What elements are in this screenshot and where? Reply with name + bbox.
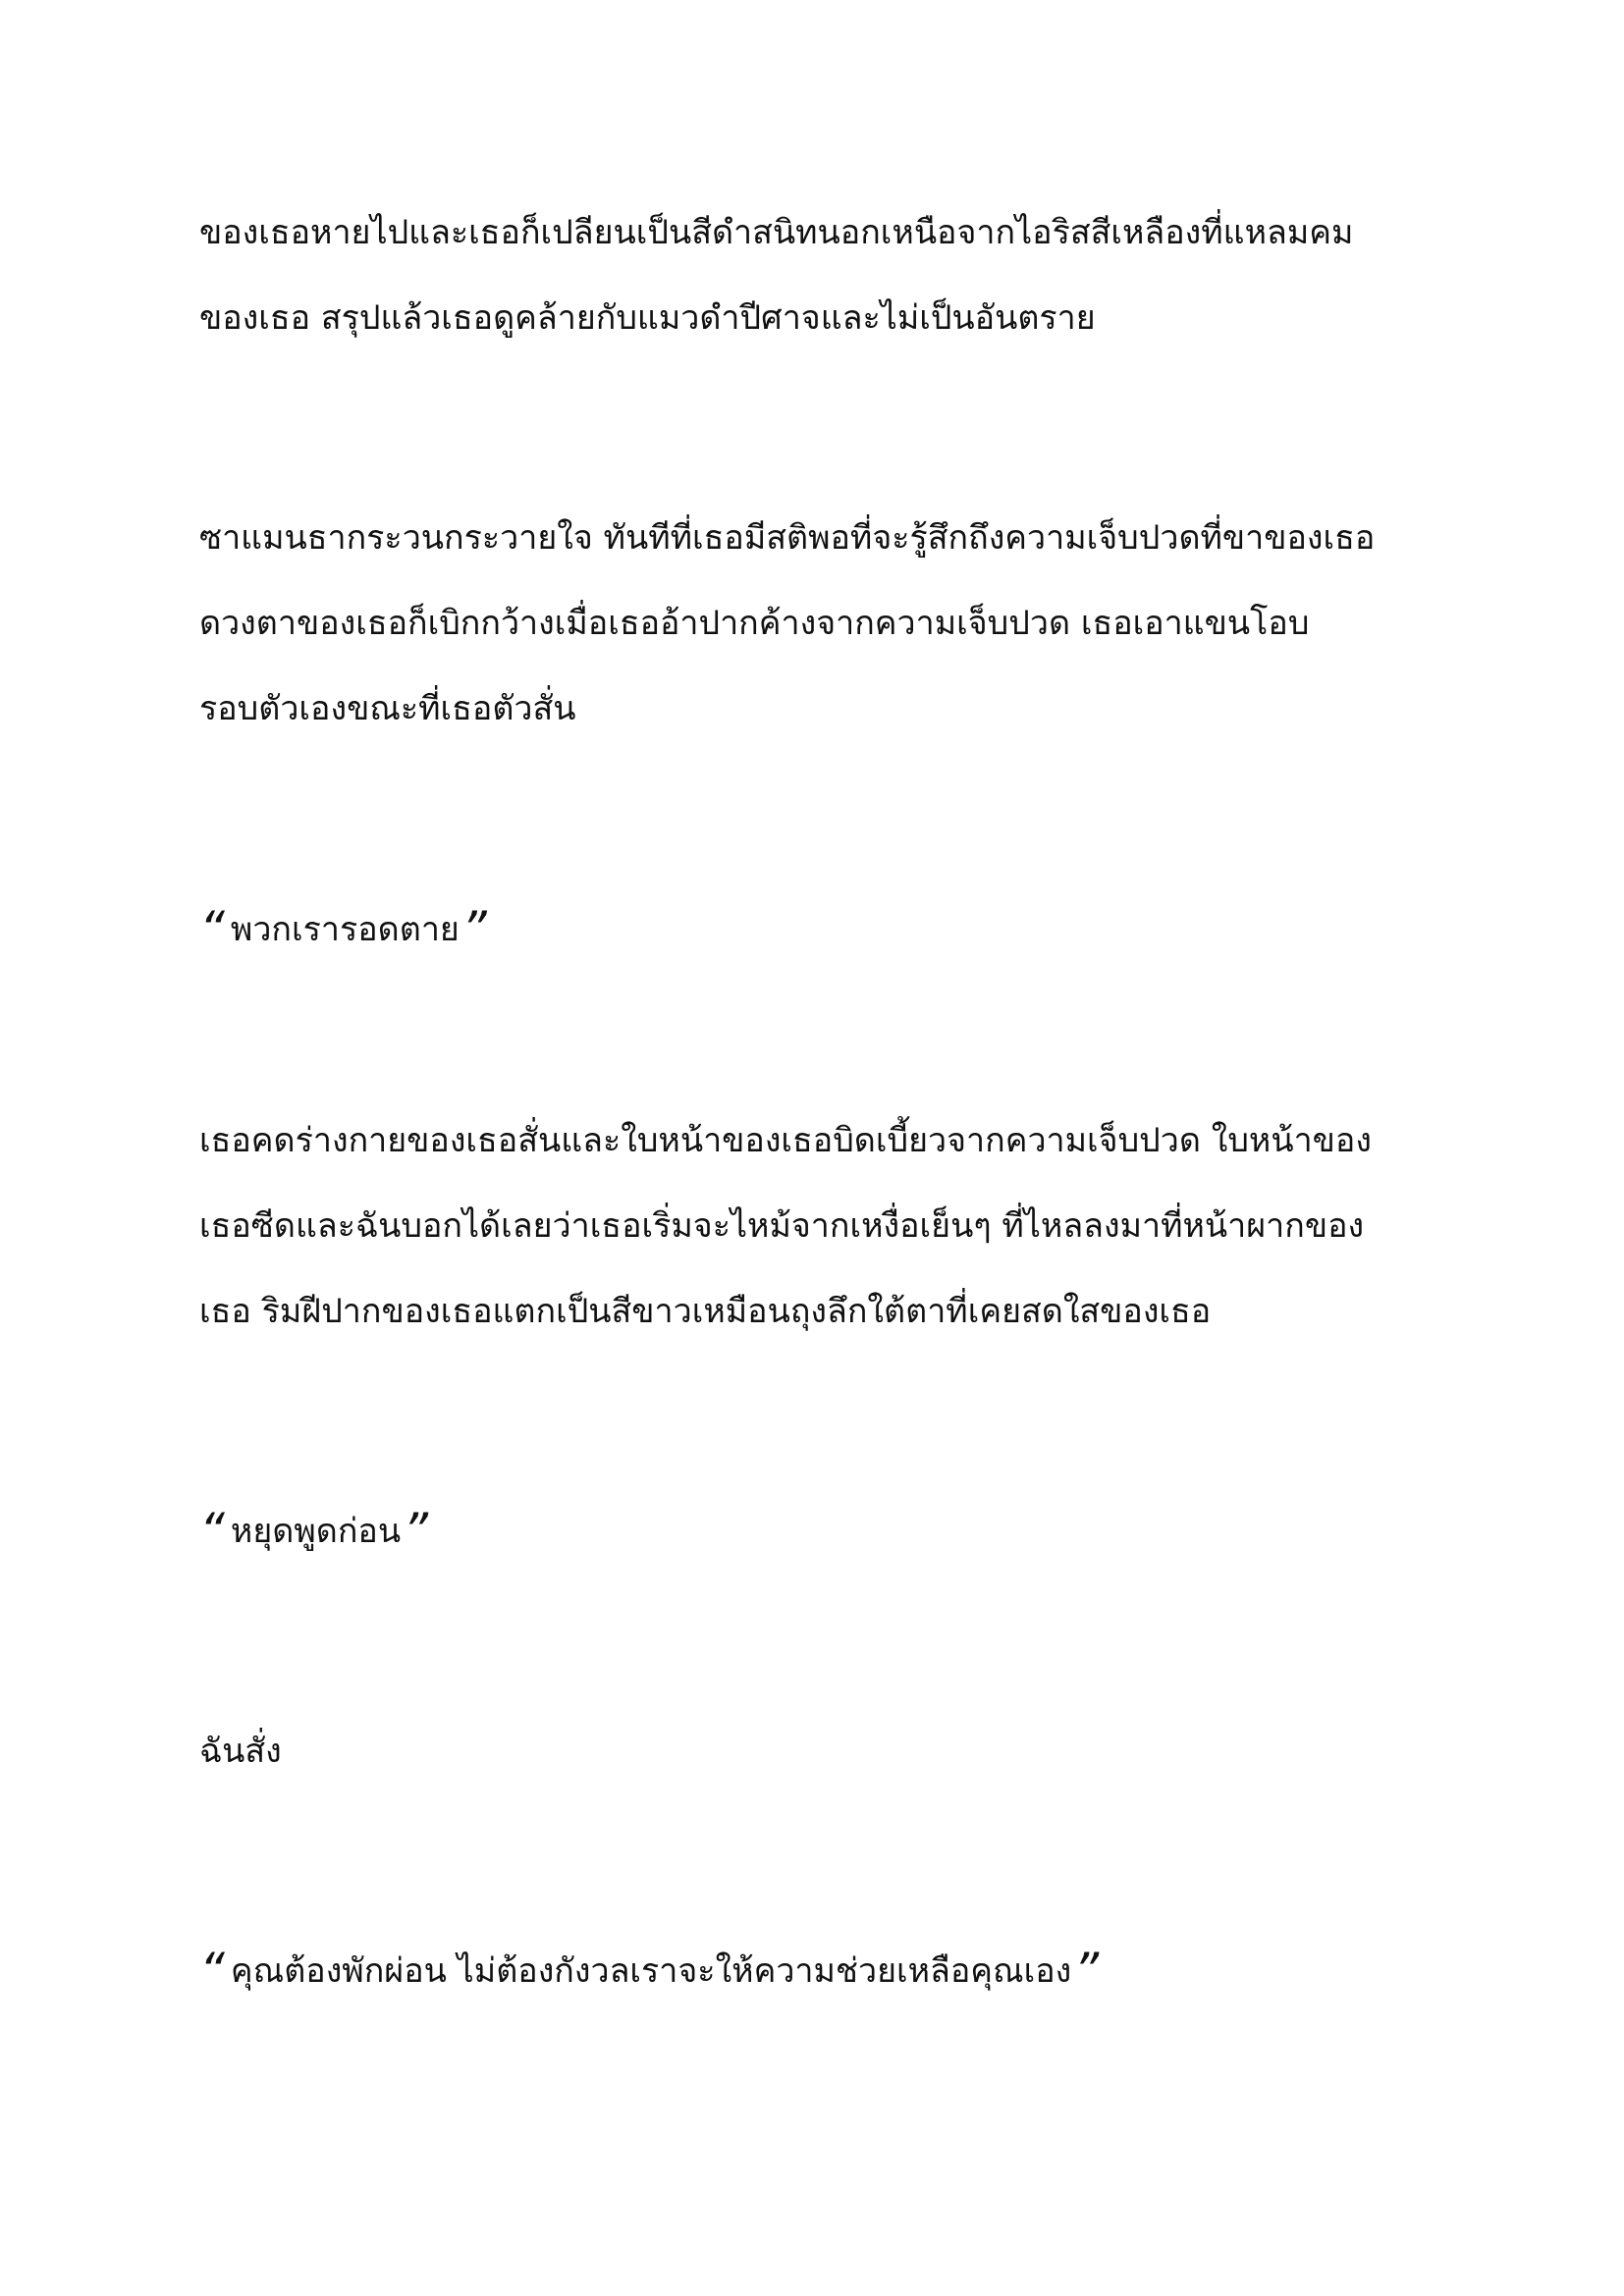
paragraph-1-line-2: ของเธอ สรุปแล้วเธอดูคล้ายกับแมวดำปีศาจและไม่เป็นอันตราย xyxy=(199,298,1096,338)
open-quote-mark: “ xyxy=(199,1507,225,1556)
quote-3 xyxy=(199,1947,1476,1996)
close-quote-mark: ” xyxy=(403,1507,428,1556)
close-quote-mark: ” xyxy=(460,905,487,954)
paragraph-1-line-1: ของเธอหายไปและเธอก็เปลียนเป็นสีดำสนิทนอกเหนือจากไอริสสีเหลืองที่แหลมคม xyxy=(199,213,1354,252)
paragraph-4-line-1: ฉันสั่ง xyxy=(199,1732,282,1771)
open-quote-mark: “ xyxy=(199,905,225,954)
quote-2 xyxy=(199,1507,1476,1556)
paragraph-2-line-2: ดวงตาของเธอก็เบิกกว้างเมื่อเธออ้าปากค้างจากความเจ็บปวด เธอเอาแขนโอบ xyxy=(199,604,1310,643)
quote-1-text: พวกเรารอดตาย xyxy=(230,910,460,949)
paragraph-3-line-1: เธอคดร่างกายของเธอสั่นและใบหน้าของเธอบิดเบี้ยวจากความเจ็บปวด ใบหน้าของ xyxy=(199,1121,1372,1160)
paragraph-3-line-2: เธอซีดและฉันบอกได้เลยว่าเธอเริ่มจะไหม้จากเหงื่อเย็นๆ ที่ไหลลงมาที่หน้าผากของ xyxy=(199,1206,1365,1246)
paragraph-2-line-3: รอบตัวเองขณะที่เธอตัวสั่น xyxy=(199,689,576,728)
paragraph-2-line-1: ซาแมนธากระวนกระวายใจ ทันทีที่เธอมีสติพอที่จะรู้สึกถึงความเจ็บปวดที่ขาของเธอ xyxy=(199,518,1376,558)
close-quote-mark: ” xyxy=(1073,1947,1100,1996)
quote-2-text: หยุดพูดก่อน xyxy=(230,1512,402,1551)
quote-1 xyxy=(199,905,1476,954)
quote-3-text: คุณต้องพักผ่อน ไม่ต้องกังวลเราจะให้ความช่วยเหลือคุณเอง xyxy=(230,1951,1072,1991)
open-quote-mark: “ xyxy=(199,1947,225,1996)
paragraph-3-line-3: เธอ ริมฝีปากของเธอแตกเป็นสีขาวเหมือนถุงลึกใต้ตาที่เคยสดใสของเธอ xyxy=(199,1292,1212,1331)
